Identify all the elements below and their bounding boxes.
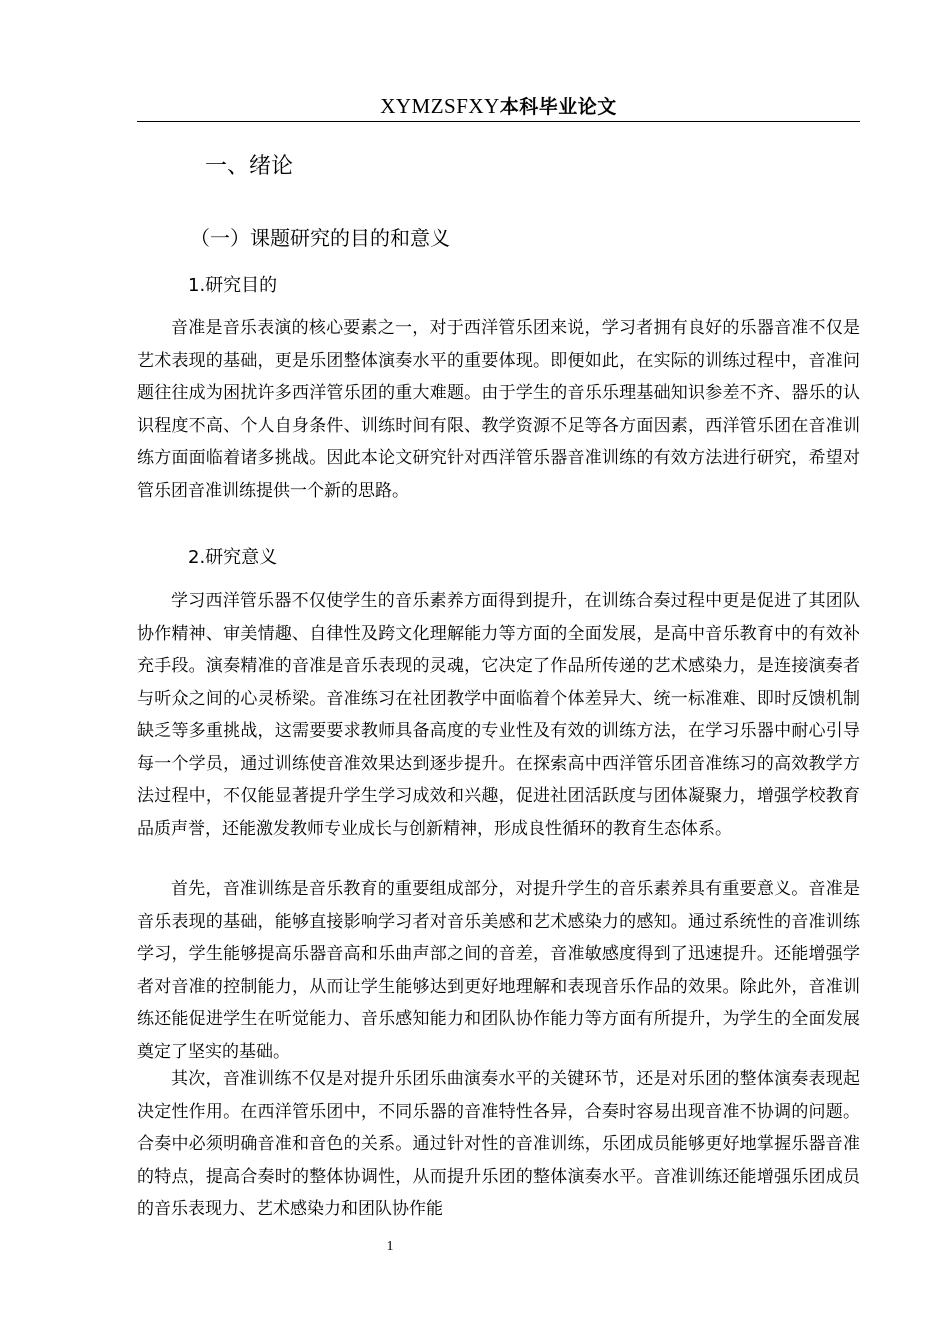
header-code: XYMZSFXY (380, 94, 500, 118)
section-title: （一）课题研究的目的和意义 (190, 226, 450, 250)
paragraph-significance-2: 首先，音准训练是音乐教育的重要组成部分，对提升学生的音乐素养具有重要意义。音准是音乐表现的基础，能够直接影响学习者对音乐美感和艺术感染力的感知。通过系统性的音准训练学习，学生能够提高乐器音高和乐曲声部之间的音差，音准敏感度得到了迅速提升。还能增强学者对音准的控制能力，从而让学生能够达到更好地理解和表现音乐作品的效果。除此外，音准训练还能促进学生在听觉能力、音乐感知能力和团队协作能力等方面有所提升，为学生的全面发展奠定了坚实的基础。 (137, 879, 860, 1062)
paragraph-significance-3: 其次，音准训练不仅是对提升乐团乐曲演奏水平的关键环节，还是对乐团的整体演奏表现起决定性作用。在西洋管乐团中，不同乐器的音准特性各异，合奏时容易出现音准不协调的问题。合奏中必须明确音准和音色的关系。通过针对性的音准训练，乐团成员能够更好地掌握乐器音准的特点，提高合奏时的整体协调性，从而提升乐团的整体演奏水平。音准训练还能增强乐团成员的音乐表现力、艺术感染力和团队协作能 (137, 1069, 860, 1219)
subsection-title-significance: 2.研究意义 (188, 547, 278, 568)
page-number: 1 (386, 1239, 394, 1254)
page-header (137, 92, 860, 121)
paragraph-significance-1: 学习西洋管乐器不仅使学生的音乐素养方面得到提升，在训练合奏过程中更是促进了其团队协作精神、审美情趣、自律性及跨文化理解能力等方面的全面发展，是高中音乐教育中的有效补充手段。演奏精准的音准是音乐表现的灵魂，它决定了作品所传递的艺术感染力，是连接演奏者与听众之间的心灵桥梁。音准练习在社团教学中面临着个体差异大、统一标准难、即时反馈机制缺乏等多重挑战，这需要要求教师具备高度的专业性及有效的训练方法，在学习乐器中耐心引导每一个学员，通过训练使音准效果达到逐步提升。在探索高中西洋管乐团音准练习的高效教学方法过程中，不仅能显著提升学生学习成效和兴趣，促进社团活跃度与团体凝聚力，增强学校教育品质声誉，还能激发教师专业成长与创新精神，形成良性循环的教育生态体系。 (137, 591, 860, 839)
paragraph-purpose: 音准是音乐表演的核心要素之一，对于西洋管乐团来说，学习者拥有良好的乐器音准不仅是艺术表现的基础，更是乐团整体演奏水平的重要体现。即便如此，在实际的训练过程中，音准问题往往成为困扰许多西洋管乐团的重大难题。由于学生的音乐乐理基础知识参差不齐、器乐的认识程度不高、个人自身条件、训练时间有限、教学资源不足等各方面因素，西洋管乐团在音准训练方面面临着诸多挑战。因此本论文研究针对西洋管乐器音准训练的有效方法进行研究，希望对管乐团音准训练提供一个新的思路。 (137, 318, 860, 501)
chapter-title: 一、绪论 (205, 154, 294, 179)
header-rule (137, 121, 860, 122)
header-title: 本科毕业论文 (499, 96, 617, 118)
subsection-title-purpose: 1.研究目的 (188, 275, 278, 296)
